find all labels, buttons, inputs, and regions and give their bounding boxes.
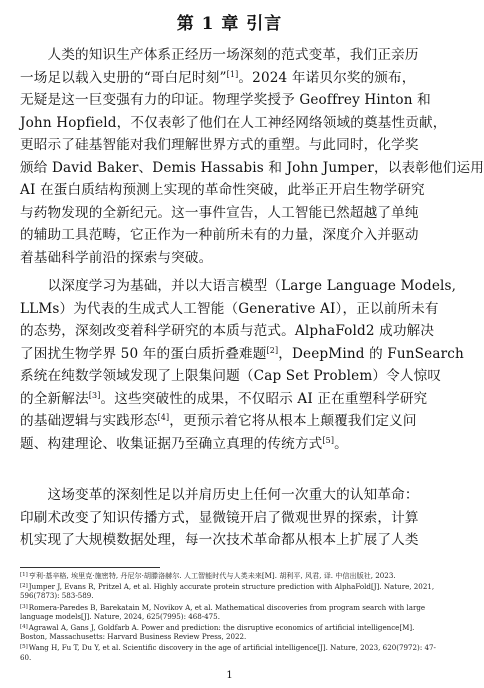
p1-line-2-text: 一场足以载入史册的“哥白尼时刻” xyxy=(20,69,227,86)
paragraph-1 xyxy=(20,44,484,269)
footnote-divider xyxy=(20,567,160,568)
footnote-3 xyxy=(20,603,442,621)
footnote-2-number: [2] xyxy=(20,583,28,590)
p2-line-7-tail: ，更预示着它将从根本上颠覆我们定义问 xyxy=(169,413,417,429)
p2-line-8-tail: 。 xyxy=(334,435,348,452)
footnotes xyxy=(20,571,442,664)
footnote-1-number: [1] xyxy=(20,572,28,578)
p2-line-3: 的态势，深刻改变着科学研究的本质与范式。AlphaFold2 成功解决 xyxy=(20,323,435,339)
footnote-4-number: [4] xyxy=(20,624,28,631)
page-number: 1 xyxy=(226,670,233,681)
footnote-5 xyxy=(20,643,442,661)
p2-line-1: 以深度学习为基础，并以大语言模型（Large Language Models, xyxy=(20,278,457,294)
p2-line-6 xyxy=(20,388,440,411)
paragraph-3 xyxy=(20,484,440,552)
citation-2[interactable]: [2] xyxy=(266,345,279,355)
footnote-2 xyxy=(20,582,442,600)
p2-line-7-text: 的基础逻辑与实践形态 xyxy=(20,413,158,429)
p2-line-4-tail: ，DeepMind 的 FunSearch xyxy=(278,345,464,362)
citation-5[interactable]: [5] xyxy=(322,435,335,445)
p2-line-4 xyxy=(20,343,464,366)
p1-line-1: 人类的知识生产体系正经历一场深刻的范式变革，我们正亲历 xyxy=(20,47,419,63)
footnote-4-text: Agrawal A, Gans J, Goldfarb A. Power and prediction: the disruptive economics of artificial intelligence[M]. Boston, Massachusetts: Harvard Business Review Press, 2022. xyxy=(20,623,415,642)
p1-line-9: 的辅助工具范畴，它正作为一种前所未有的力量，深度介入并驱动 xyxy=(20,227,419,243)
p3-line-3: 机实现了大规模数据处理，每一次技术革命都从根本上扩展了人类 xyxy=(20,532,419,548)
paragraph-2 xyxy=(20,275,464,455)
p1-line-4: John Hopfield，不仅表彰了他们在人工神经网络领域的奠基性贡献， xyxy=(20,114,447,131)
citation-1[interactable]: [1] xyxy=(226,69,239,79)
p2-line-6-text: 的全新解法 xyxy=(20,390,89,407)
p2-line-8-text: 题、构建理论、收集证据乃至确立真理的传统方式 xyxy=(20,435,323,452)
footnote-5-number: [5] xyxy=(20,644,28,651)
p1-line-8: 与药物发现的全新纪元。这一事件宣告，人工智能已然超越了单纯 xyxy=(20,204,419,221)
p3-line-1: 这场变革的深刻性足以并肩历史上任何一次重大的认知革命： xyxy=(20,487,419,503)
p3-line-2: 印刷术改变了知识传播方式，显微镜开启了微观世界的探索，计算 xyxy=(20,509,419,526)
footnote-2-text: Jumper J, Evans R, Pritzel A, et al. Highly accurate protein structure prediction with AlphaFold[J]. Nature, 2021, 596(7873): 583-589. xyxy=(20,582,435,601)
footnote-1-text: 亨利·基辛格, 埃里克·施密特, 丹尼尔·胡滕洛赫尔. 人工智能时代与人类未来[M]. 胡利平, 风君, 译. 中信出版社, 2023. xyxy=(28,571,396,580)
p1-line-10: 着基础科学前沿的探索与突破。 xyxy=(20,249,213,266)
footnote-1 xyxy=(20,571,442,580)
footnote-4 xyxy=(20,623,442,641)
citation-4[interactable]: [4] xyxy=(157,413,170,422)
p1-line-3: 无疑是这一巨变强有力的印证。物理学奖授予 Geoffrey Hinton 和 xyxy=(20,92,431,108)
p1-line-7: AI 在蛋白质结构预测上实现的革命性突破，此举正开启生物学研究 xyxy=(20,182,425,198)
p1-line-6: 颁给 David Baker、Demis Hassabis 和 John Jumper，以表彰他们运用 xyxy=(20,159,484,176)
footnote-3-text: Romera-Paredes B, Barekatain M, Novikov A, et al. Mathematical discoveries from program search with large language models[J]. Nature, 2024, 625(7995): 468-475. xyxy=(20,602,426,621)
p1-line-2-tail: 。2024 年诺贝尔奖的颁布， xyxy=(238,69,416,86)
chapter-title: 第 1 章 引言 xyxy=(176,14,283,34)
p2-line-4-text: 了困扰生物学界 50 年的蛋白质折叠难题 xyxy=(20,345,267,362)
footnote-5-text: Wang H, Fu T, Du Y, et al. Scientific discovery in the age of artificial intelligence[J]. Nature, 2023, 620(7972): 47-60. xyxy=(20,643,436,662)
p1-line-5: 更昭示了硅基智能对我们理解世界方式的重塑。与此同时，化学奖 xyxy=(20,137,419,153)
p2-line-2: LLMs）为代表的生成式人工智能（Generative AI），正以前所未有 xyxy=(20,300,439,317)
p2-line-7 xyxy=(20,410,440,433)
p2-line-6-tail: 。这些突破性的成果，不仅昭示 AI 正在重塑科学研究 xyxy=(100,390,428,407)
footnote-3-number: [3] xyxy=(20,603,28,610)
p1-line-2 xyxy=(20,67,440,90)
p2-line-8 xyxy=(20,433,440,456)
citation-3[interactable]: [3] xyxy=(88,390,101,400)
p2-line-5: 系统在纯数学领域发现了上限集问题（Cap Set Problem）令人惊叹 xyxy=(20,368,442,384)
